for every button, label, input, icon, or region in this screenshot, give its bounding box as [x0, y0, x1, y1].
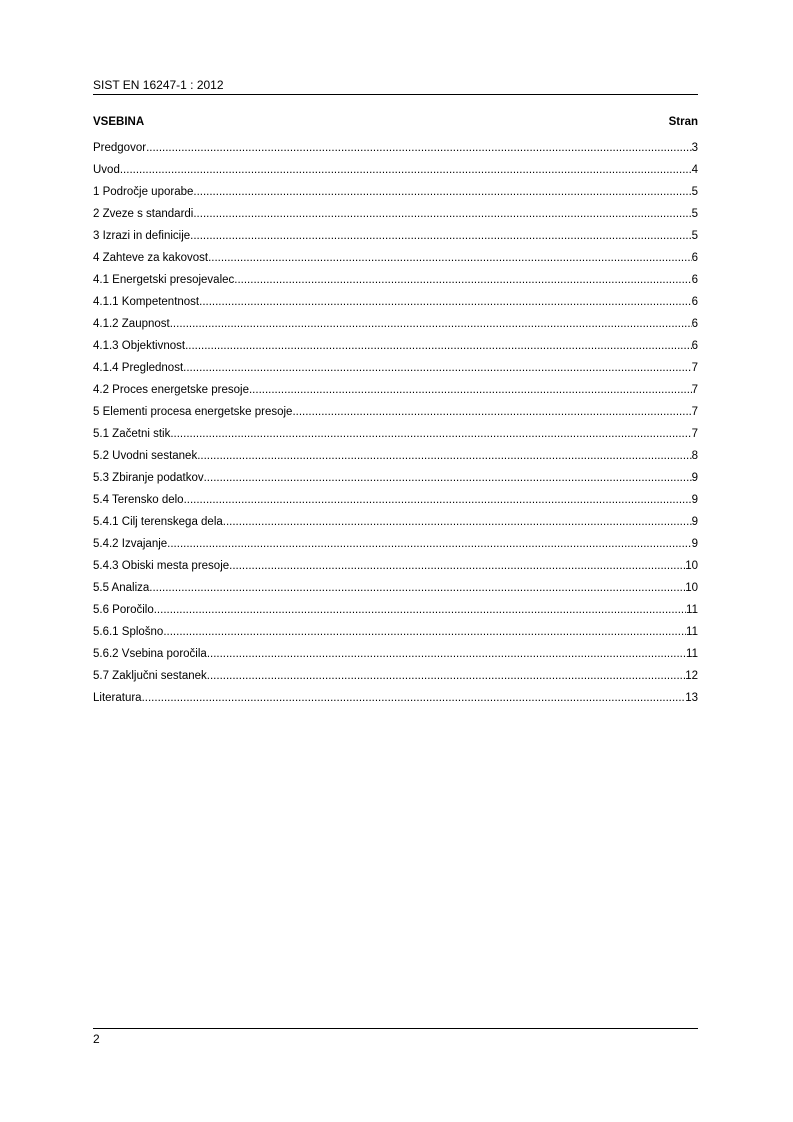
toc-entry-label: 5.1 Začetni stik — [93, 428, 171, 440]
toc-dot-leader — [249, 383, 692, 397]
toc-dot-leader — [193, 207, 691, 221]
toc-entry-label: Predgovor — [93, 142, 147, 154]
toc-entry-label: 5.6 Poročilo — [93, 604, 154, 616]
toc-entry-label: 5.4.3 Obiski mesta presoje — [93, 560, 230, 572]
toc-entry-page: 7 — [691, 428, 698, 440]
toc-entry[interactable] — [93, 295, 698, 317]
toc-page-column-label: Stran — [668, 116, 698, 128]
toc-entry[interactable] — [93, 251, 698, 273]
toc-dot-leader — [197, 449, 691, 463]
toc-entry[interactable] — [93, 559, 698, 581]
toc-entry[interactable] — [93, 515, 698, 537]
toc-entry[interactable] — [93, 185, 698, 207]
toc-entry[interactable] — [93, 581, 698, 603]
toc-entry-label: 5 Elementi procesa energetske presoje — [93, 406, 293, 418]
toc-entry-label: 4.2 Proces energetske presoje — [93, 384, 249, 396]
toc-entry-page: 6 — [691, 252, 698, 264]
toc-entry-page: 9 — [691, 516, 698, 528]
toc-title: VSEBINA — [93, 116, 145, 128]
toc-entry[interactable] — [93, 647, 698, 669]
toc-entry-page: 5 — [691, 208, 698, 220]
toc-entry-page: 8 — [691, 450, 698, 462]
toc-entry-label: 3 Izrazi in definicije — [93, 230, 191, 242]
toc-entry-label: 4.1.2 Zaupnost — [93, 318, 170, 330]
toc-dot-leader — [207, 669, 685, 683]
toc-dot-leader — [193, 185, 691, 199]
toc-entry-page: 10 — [685, 560, 698, 572]
toc-entry-page: 11 — [686, 604, 698, 616]
toc-entry-label: 4 Zahteve za kakovost — [93, 252, 209, 264]
toc-entry-page: 6 — [691, 340, 698, 352]
toc-entry[interactable] — [93, 691, 698, 713]
toc-heading-row — [93, 115, 698, 129]
toc-dot-leader — [208, 251, 692, 265]
toc-entry[interactable] — [93, 141, 698, 163]
toc-dot-leader — [229, 559, 685, 573]
toc-entry-page: 11 — [686, 648, 698, 660]
toc-entry[interactable] — [93, 493, 698, 515]
toc-dot-leader — [142, 691, 686, 705]
toc-dot-leader — [184, 493, 692, 507]
toc-entry-label: 5.4.1 Cilj terenskega dela — [93, 516, 223, 528]
toc-entry[interactable] — [93, 537, 698, 559]
toc-dot-leader — [120, 163, 692, 177]
toc-dot-leader — [292, 405, 691, 419]
toc-entry-page: 9 — [691, 494, 698, 506]
toc-dot-leader — [170, 317, 692, 331]
page-header — [93, 74, 698, 95]
toc-entry-label: 4.1.4 Preglednost — [93, 362, 184, 374]
toc-entry-label: Literatura — [93, 692, 142, 704]
toc-dot-leader — [146, 141, 692, 155]
toc-dot-leader — [183, 361, 691, 375]
toc-dot-leader — [204, 471, 692, 485]
toc-entry-label: 4.1.1 Kompetentnost — [93, 296, 200, 308]
toc-dot-leader — [185, 339, 692, 353]
toc-entry-page: 6 — [691, 318, 698, 330]
toc-entry-page: 5 — [691, 230, 698, 242]
toc-entry[interactable] — [93, 273, 698, 295]
toc-entry[interactable] — [93, 207, 698, 229]
toc-entry[interactable] — [93, 229, 698, 251]
toc-entry[interactable] — [93, 669, 698, 691]
toc-entry-label: 5.6.2 Vsebina poročila — [93, 648, 207, 660]
toc-entry-label: Uvod — [93, 164, 120, 176]
toc-entry-page: 6 — [691, 296, 698, 308]
toc-entry-label: 5.3 Zbiranje podatkov — [93, 472, 204, 484]
toc-dot-leader — [167, 537, 691, 551]
toc-entry[interactable] — [93, 317, 698, 339]
toc-entry-label: 4.1 Energetski presojevalec — [93, 274, 235, 286]
toc-dot-leader — [170, 427, 691, 441]
toc-entry-page: 7 — [691, 384, 698, 396]
toc-dot-leader — [234, 273, 691, 287]
toc-entry-label: 5.2 Uvodni sestanek — [93, 450, 198, 462]
standard-reference: SIST EN 16247-1 : 2012 — [93, 78, 224, 92]
toc-entry[interactable] — [93, 449, 698, 471]
toc-dot-leader — [190, 229, 691, 243]
toc-dot-leader — [207, 647, 686, 661]
toc-entry-label: 4.1.3 Objektivnost — [93, 340, 186, 352]
toc-entry-page: 5 — [691, 186, 698, 198]
toc-entry-page: 6 — [691, 274, 698, 286]
toc-entry-page: 7 — [691, 406, 698, 418]
toc-entry-page: 13 — [685, 692, 698, 704]
toc-entry-page: 11 — [686, 626, 698, 638]
table-of-contents — [93, 141, 698, 713]
toc-dot-leader — [149, 581, 685, 595]
toc-entry-page: 4 — [691, 164, 698, 176]
toc-dot-leader — [154, 603, 686, 617]
toc-entry[interactable] — [93, 361, 698, 383]
toc-dot-leader — [223, 515, 692, 529]
toc-entry[interactable] — [93, 339, 698, 361]
toc-entry-label: 5.6.1 Splošno — [93, 626, 164, 638]
toc-entry-label: 1 Področje uporabe — [93, 186, 194, 198]
toc-entry[interactable] — [93, 625, 698, 647]
toc-entry-label: 5.4.2 Izvajanje — [93, 538, 168, 550]
toc-entry-label: 5.4 Terensko delo — [93, 494, 184, 506]
toc-entry[interactable] — [93, 427, 698, 449]
page-number: 2 — [93, 1032, 100, 1046]
toc-entry-page: 12 — [685, 670, 698, 682]
toc-entry[interactable] — [93, 471, 698, 493]
toc-entry-label: 5.7 Zaključni sestanek — [93, 670, 207, 682]
toc-entry-page: 9 — [691, 538, 698, 550]
toc-entry-page: 9 — [691, 472, 698, 484]
toc-entry-label: 5.5 Analiza — [93, 582, 150, 594]
toc-entry[interactable] — [93, 383, 698, 405]
toc-entry[interactable] — [93, 603, 698, 625]
toc-entry[interactable] — [93, 163, 698, 185]
toc-entry-page: 10 — [685, 582, 698, 594]
toc-dot-leader — [199, 295, 691, 309]
toc-entry[interactable] — [93, 405, 698, 427]
toc-entry-page: 7 — [691, 362, 698, 374]
toc-entry-page: 3 — [691, 142, 698, 154]
toc-entry-label: 2 Zveze s standardi — [93, 208, 194, 220]
page-footer — [93, 1028, 698, 1046]
toc-dot-leader — [163, 625, 686, 639]
